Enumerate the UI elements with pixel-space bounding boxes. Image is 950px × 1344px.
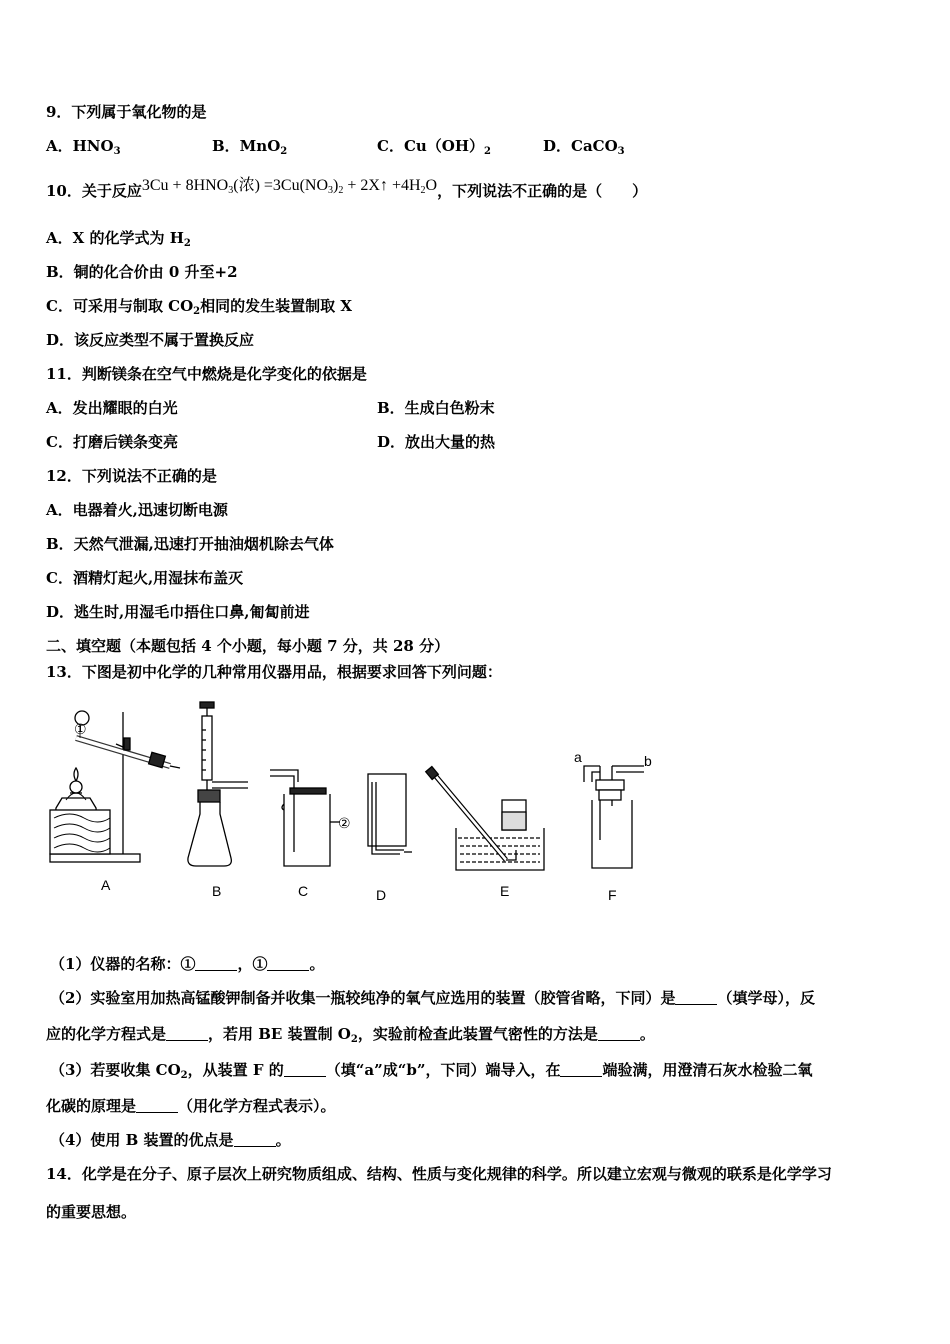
q11-option-b: B．生成白色粉末 <box>377 399 495 417</box>
answer-blank[interactable] <box>195 956 237 971</box>
q12-option-c: C．酒精灯起火,用湿抹布盖灭 <box>46 569 244 587</box>
fig-label-d: D <box>376 887 387 903</box>
apparatus-b <box>188 702 248 866</box>
q9-option-c: C．$Cu(OH)_2$ <box>377 137 491 157</box>
q10-option-b: B．铜的化合价由 0 升至+2 <box>46 263 238 281</box>
q10-equation: $3Cu + 8HNO_3$(浓) $=3Cu(NO_3)_2$ + 2X↑ $+4H_2O$ <box>141 177 438 196</box>
q10-option-a: A．X 的化学式为 $H_2$ <box>46 229 191 249</box>
fig-port-a: a <box>574 749 582 765</box>
answer-blank[interactable] <box>136 1098 178 1113</box>
q14-line-1: 14．化学是在分子、原子层次上研究物质组成、结构、性质与变化规律的科学。所以建立宏观与微观的联系是化学学习 <box>46 1165 832 1183</box>
apparatus-e <box>426 767 544 870</box>
q13-part-2-line-2: 应的化学方程式是 ，若用 BE 装置制 $O_2$，实验前检查此装置气密性的方法是 。 <box>46 1025 655 1045</box>
fig-label-f: F <box>608 887 617 903</box>
fig-label-b: B <box>212 883 222 899</box>
q10-option-c: C．可采用与制取 $CO_2$相同的发生装置制取 X <box>46 297 353 317</box>
q11-option-c: C．打磨后镁条变亮 <box>46 433 178 451</box>
q12-option-a: A．电器着火,迅速切断电源 <box>46 501 228 519</box>
answer-blank[interactable] <box>560 1062 602 1077</box>
q12-option-d: D．逃生时,用湿毛巾捂住口鼻,匍匐前进 <box>46 603 310 621</box>
q11-stem: 11．判断镁条在空气中燃烧是化学变化的依据是 <box>46 365 367 383</box>
apparatus-a <box>50 711 180 862</box>
fig-label-e: E <box>500 883 510 899</box>
q13-part-1: （1）仪器的名称：① ，① 。 <box>50 955 325 973</box>
section-heading: 二、填空题（本题包括 4 个小题，每小题 7 分，共 28 分） <box>46 637 450 655</box>
q13-part-2-line-1: （2）实验室用加热高锰酸钾制备并收集一瓶较纯净的氧气应选用的装置（胶管省略，下同）是 （填学母），反 <box>50 989 815 1007</box>
fig-marker-1: ① <box>74 721 87 737</box>
fig-label-a: A <box>101 877 111 893</box>
q10-stem: 10．关于反应$3Cu + 8HNO_3$(浓) $=3Cu(NO_3)_2$ + 2X↑ $+4H_2O$，下列说法不正确的是（ ） <box>46 177 648 200</box>
q14-line-2: 的重要思想。 <box>46 1203 137 1221</box>
fig-label-c: C <box>298 883 309 899</box>
apparatus-d <box>368 774 412 854</box>
answer-blank[interactable] <box>598 1026 640 1041</box>
q9-option-a: A．$HNO_3$ <box>46 137 121 157</box>
answer-blank[interactable] <box>234 1132 276 1147</box>
fig-port-b: b <box>644 753 652 769</box>
apparatus-c <box>270 770 340 866</box>
q11-option-a: A．发出耀眼的白光 <box>46 399 178 417</box>
q12-stem: 12．下列说法不正确的是 <box>46 467 217 485</box>
q11-option-d: D．放出大量的热 <box>377 433 496 451</box>
apparatus-f <box>584 766 644 868</box>
q12-option-b: B．天然气泄漏,迅速打开抽油烟机除去气体 <box>46 535 334 553</box>
fig-marker-2: ② <box>338 815 351 831</box>
answer-blank[interactable] <box>166 1026 208 1041</box>
answer-blank[interactable] <box>284 1062 326 1077</box>
q13-part-3-line-1: （3）若要收集 $CO_2$，从装置 F 的 （填“a”成“b”，下同）端导入，在 端验满，用澄清石灰水检验二氧 <box>50 1061 813 1081</box>
answer-blank[interactable] <box>267 956 309 971</box>
q9-option-d: D．CaCO$_3$ <box>543 137 625 157</box>
apparatus-figure <box>40 690 680 910</box>
answer-blank[interactable] <box>675 990 717 1005</box>
q10-option-d: D．该反应类型不属于置换反应 <box>46 331 255 349</box>
q13-part-3-line-2: 化碳的原理是 （用化学方程式表示）。 <box>46 1097 336 1115</box>
q9-option-b: B．MnO$_2$ <box>212 137 288 157</box>
q13-stem: 13．下图是初中化学的几种常用仪器用品，根据要求回答下列问题： <box>46 663 502 681</box>
q9-stem: 9．下列属于氧化物的是 <box>46 103 207 121</box>
q13-part-4: （4）使用 B 装置的优点是 。 <box>50 1131 291 1149</box>
